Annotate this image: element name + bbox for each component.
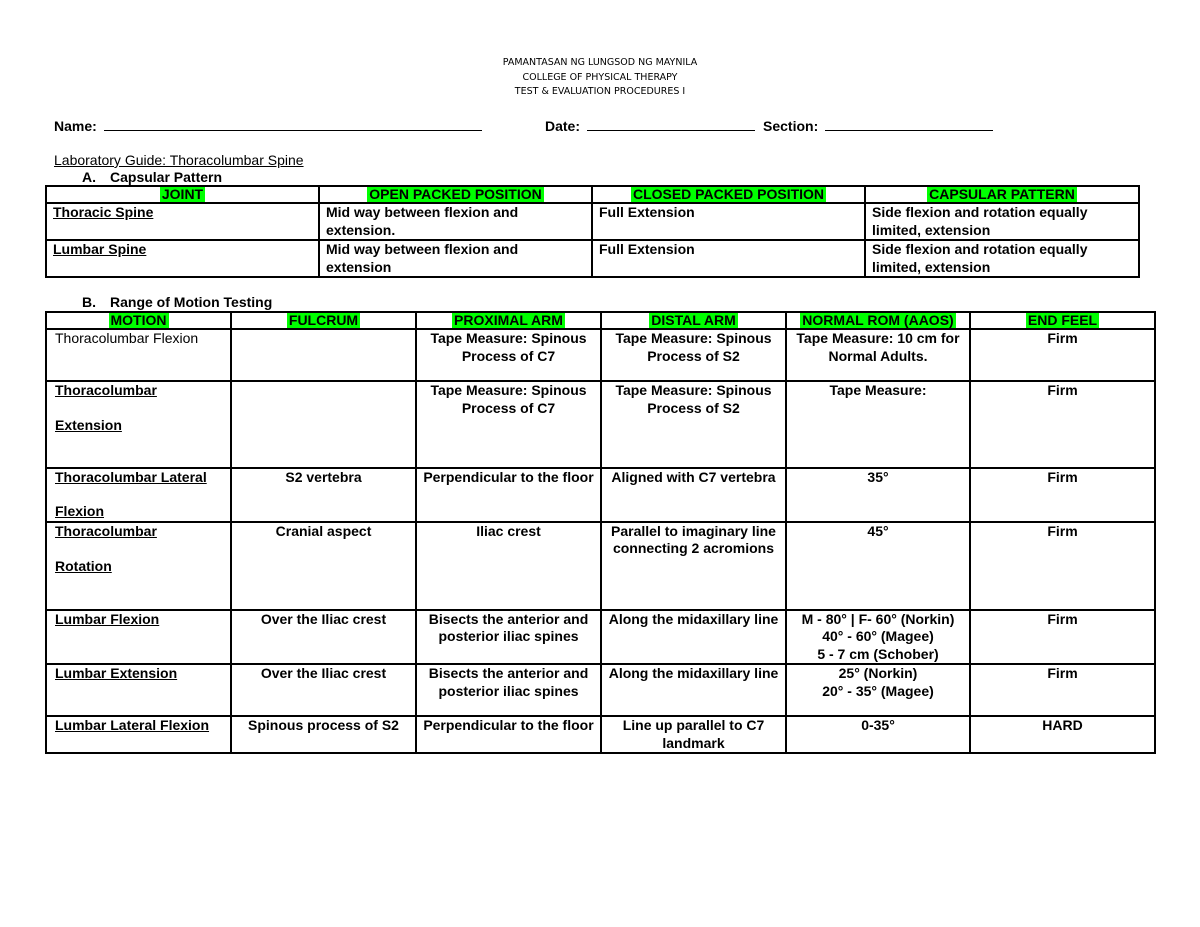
fulcrum-cell: S2 vertebra: [231, 468, 416, 522]
fulcrum-cell: [231, 329, 416, 381]
proximal-arm-cell: Perpendicular to the floor: [416, 716, 601, 753]
fulcrum-cell: Over the Iliac crest: [231, 664, 416, 716]
motion-line: Extension: [55, 417, 122, 433]
name-blank-line[interactable]: [104, 117, 482, 131]
section-label: Section:: [763, 118, 819, 134]
rom-line: 5 - 7 cm (Schober): [817, 645, 939, 662]
capsular-pattern-table: [45, 185, 1140, 278]
normal-rom-cell: [786, 610, 970, 665]
section-b-letter: B.: [82, 294, 96, 310]
fulcrum-cell: Over the Iliac crest: [231, 610, 416, 665]
proximal-arm-cell: Bisects the anterior and posterior iliac spines: [416, 610, 601, 665]
rom-line: 25° (Norkin): [838, 665, 918, 681]
college-name: COLLEGE OF PHYSICAL THERAPY: [522, 71, 678, 83]
distal-arm-cell: Tape Measure: Spinous Process of S2: [601, 381, 786, 468]
section-b-title: [82, 294, 272, 310]
table-row: [46, 329, 1155, 381]
motion-line: Flexion: [55, 503, 105, 519]
table-row: [46, 203, 1139, 240]
motion-cell: Lumbar Extension: [46, 664, 231, 716]
fulcrum-cell: Spinous process of S2: [231, 716, 416, 753]
section-a-letter: A.: [82, 169, 96, 185]
table-row: [46, 522, 1155, 610]
end-feel-cell: Firm: [970, 610, 1155, 665]
table-row: [46, 664, 1155, 716]
header-distal-arm: DISTAL ARM: [601, 312, 786, 329]
section-a-title-text: Capsular Pattern: [110, 169, 223, 185]
proximal-arm-cell: Perpendicular to the floor: [416, 468, 601, 522]
table-row: [46, 381, 1155, 468]
section-b-title-text: Range of Motion Testing: [110, 294, 273, 310]
open-packed-cell: Mid way between flexion and extension: [319, 240, 592, 277]
table-row: [46, 610, 1155, 665]
normal-rom-cell: 35°: [786, 468, 970, 522]
course-name: TEST & EVALUATION PROCEDURES I: [514, 86, 686, 97]
distal-arm-cell: Along the midaxillary line: [601, 610, 786, 665]
header-capsular-pattern: CAPSULAR PATTERN: [865, 186, 1139, 203]
section-field[interactable]: [763, 117, 993, 134]
table-header-row: [46, 186, 1139, 203]
date-field[interactable]: [545, 117, 755, 134]
university-name: PAMANTASAN NG LUNGSOD NG MAYNILA: [502, 57, 698, 68]
header-open-packed: OPEN PACKED POSITION: [319, 186, 592, 203]
table-row: [46, 468, 1155, 522]
table-row: [46, 240, 1139, 277]
name-label: Name:: [54, 118, 97, 134]
table-header-row: [46, 312, 1155, 329]
normal-rom-cell: 0-35°: [786, 716, 970, 753]
joint-cell: Thoracic Spine: [46, 203, 319, 240]
header-end-feel: END FEEL: [970, 312, 1155, 329]
motion-line: Rotation: [55, 557, 112, 574]
end-feel-cell: Firm: [970, 468, 1155, 522]
fulcrum-cell: [231, 381, 416, 468]
section-a-title: [82, 169, 222, 185]
guide-title: Laboratory Guide: Thoracolumbar Spine: [54, 152, 304, 168]
header-joint: JOINT: [46, 186, 319, 203]
header-motion: MOTION: [46, 312, 231, 329]
distal-arm-cell: Line up parallel to C7 landmark: [601, 716, 786, 753]
motion-cell: [46, 381, 231, 468]
motion-cell: [46, 468, 231, 522]
normal-rom-cell: 45°: [786, 522, 970, 610]
distal-arm-cell: Tape Measure: Spinous Process of S2: [601, 329, 786, 381]
end-feel-cell: Firm: [970, 381, 1155, 468]
document-header: [0, 56, 1200, 100]
end-feel-cell: Firm: [970, 329, 1155, 381]
section-blank-line[interactable]: [825, 117, 993, 131]
proximal-arm-cell: Tape Measure: Spinous Process of C7: [416, 381, 601, 468]
normal-rom-cell: Tape Measure: 10 cm for Normal Adults.: [786, 329, 970, 381]
motion-cell: Lumbar Lateral Flexion: [46, 716, 231, 753]
proximal-arm-cell: Iliac crest: [416, 522, 601, 610]
closed-packed-cell: Full Extension: [592, 240, 865, 277]
header-closed-packed: CLOSED PACKED POSITION: [592, 186, 865, 203]
header-fulcrum: FULCRUM: [231, 312, 416, 329]
rom-line: 40° - 60° (Magee): [822, 628, 934, 644]
motion-cell: [46, 522, 231, 610]
end-feel-cell: HARD: [970, 716, 1155, 753]
distal-arm-cell: Parallel to imaginary line connecting 2 acromions: [601, 522, 786, 610]
motion-line: Thoracolumbar: [55, 522, 157, 539]
motion-line: Thoracolumbar Lateral: [55, 469, 207, 485]
capsular-pattern-cell: Side flexion and rotation equally limited, extension: [865, 240, 1139, 277]
distal-arm-cell: Along the midaxillary line: [601, 664, 786, 716]
normal-rom-cell: [786, 664, 970, 716]
proximal-arm-cell: Bisects the anterior and posterior iliac spines: [416, 664, 601, 716]
proximal-arm-cell: Tape Measure: Spinous Process of C7: [416, 329, 601, 381]
capsular-pattern-cell: Side flexion and rotation equally limited, extension: [865, 203, 1139, 240]
date-blank-line[interactable]: [587, 117, 755, 131]
motion-cell: Lumbar Flexion: [46, 610, 231, 665]
header-normal-rom: NORMAL ROM (AAOS): [786, 312, 970, 329]
end-feel-cell: Firm: [970, 522, 1155, 610]
student-info-row: [54, 117, 1054, 137]
motion-cell: Thoracolumbar Flexion: [46, 329, 231, 381]
range-of-motion-table: [45, 311, 1156, 754]
closed-packed-cell: Full Extension: [592, 203, 865, 240]
rom-line: 20° - 35° (Magee): [822, 682, 934, 699]
table-row: [46, 716, 1155, 753]
fulcrum-cell: Cranial aspect: [231, 522, 416, 610]
joint-cell: Lumbar Spine: [46, 240, 319, 277]
open-packed-cell: Mid way between flexion and extension.: [319, 203, 592, 240]
rom-line: M - 80° | F- 60° (Norkin): [801, 610, 955, 627]
normal-rom-cell: Tape Measure:: [786, 381, 970, 468]
motion-line: Thoracolumbar: [55, 382, 157, 398]
distal-arm-cell: Aligned with C7 vertebra: [601, 468, 786, 522]
header-proximal-arm: PROXIMAL ARM: [416, 312, 601, 329]
name-field[interactable]: [54, 117, 482, 134]
end-feel-cell: Firm: [970, 664, 1155, 716]
date-label: Date:: [545, 118, 581, 134]
